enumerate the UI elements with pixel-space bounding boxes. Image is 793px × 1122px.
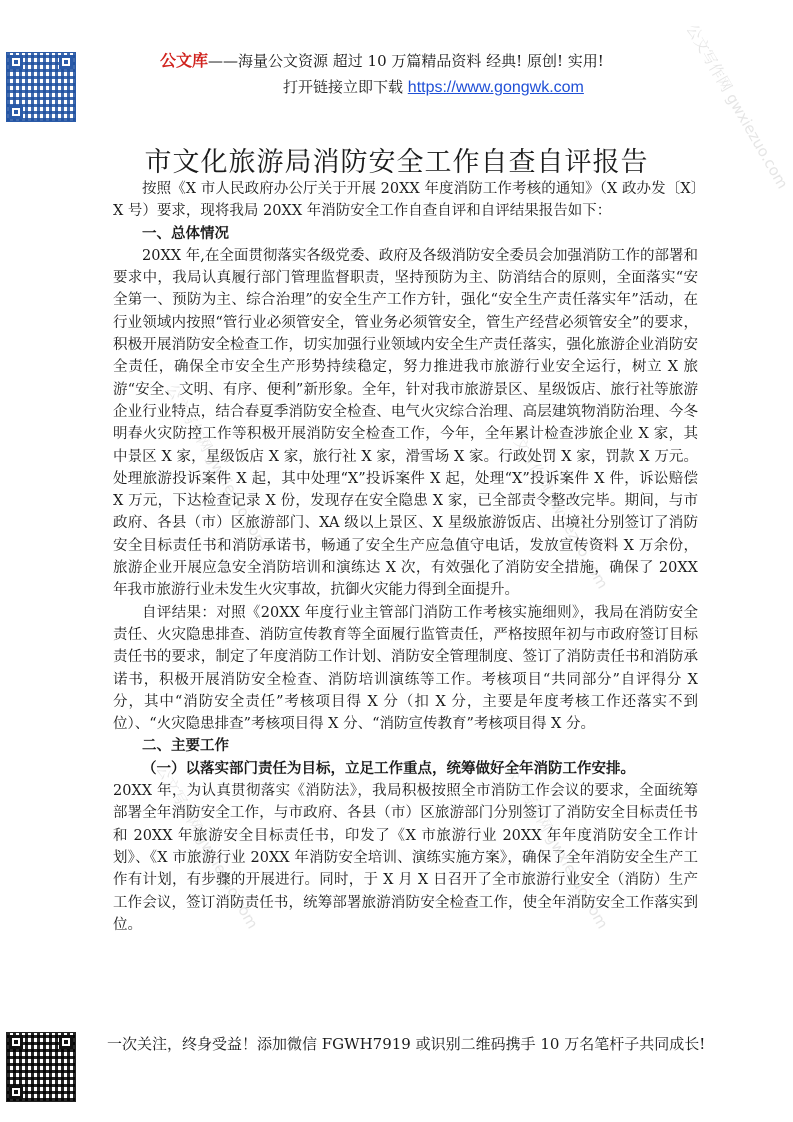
watermark: 公文写作网 gwxiezuo.com [682, 21, 792, 192]
footer-qr-code[interactable] [6, 1032, 76, 1102]
header-download-line [283, 76, 584, 97]
subsection-paragraph-1: 20XX 年，为认真贯彻落实《消防法》，我局积极按照全市消防工作会议的要求，全面统筹部署全年消防安全工作，与市政府、各县（市）区旅游部门分别签订了消防安全目标责任书和 20XX 年旅游安全目标责任书，印发了《X 市旅游行业 20XX 年年度消防安全工作计划》、《X 市旅游行业 20XX 年消防安全培训、演练实施方案》，确保了全年消防安全生产工作有计划，有步骤的开展进行。同时，于 X 月 X 日召开了全市旅游行业安全（消防）生产工作会议，签订消防责任书，统筹部署旅游消防安全检查工作，使全年消防安全工作落实到位。 [113, 783, 698, 933]
document-title: 市文化旅游局消防安全工作自查自评报告 [144, 147, 649, 178]
watermark: 公文写作网 gwxiezuo.com [152, 761, 262, 932]
brand-name: 公文库 [160, 51, 209, 70]
self-evaluation-paragraph: 自评结果：对照《20XX 年度行业主管部门消防工作考核实施细则》，我局在消防安全责任、火灾隐患排查、消防宣传教育等全面履行监管责任，严格按照年初与市政府签订目标责任书的要求，制定了年度消防工作计划、消防安全管理制度、签订了消防责任书和消防承诺书，积极开展消防安全检查、消防培训演练等工作。考核项目“共同部分”自评得分 X 分，其中“消防安全责任”考核项目得 X 分（扣 X 分，主要是年度考核工作还落实不到位）、“火灾隐患排查”考核项目得 X 分、“消防宣传教育”考核项目得 X 分。 [113, 604, 698, 733]
header-tagline: ——海量公文资源 超过 10 万篇精品资料 经典! 原创! 实用! [208, 52, 604, 70]
watermark: 公文写作网 gwxiezuo.com [502, 421, 612, 592]
intro-paragraph: 按照《X 市人民政府办公厅关于开展 20XX 年度消防工作考核的通知》（X 政办发〔X〕X 号）要求，现将我局 20XX 年消防安全工作自查自评和自评结果报告如下： [113, 181, 698, 220]
overview-paragraph: 20XX 年,在全面贯彻落实各级党委、政府及各级消防安全委员会加强消防工作的部署和要求中，我局认真履行部门管理监督职责，坚持预防为主、防消结合的原则，全面落实“安全第一、预防为主、综合治理”的安全生产工作方针，强化“安全生产责任落实年”活动，在行业领域内按照“管行业必须管安全，管业务必须管安全，管生产经营必须管安全”的要求，积极开展消防安全检查工作，切实加强行业领域内安全生产责任落实，强化旅游企业消防安全责任，确保全市安全生产形势持续稳定，努力推进我市旅游行业安全运行，树立 X 旅游“安全、文明、有序、便利”新形象。全年，针对我市旅游景区、星级饭店、旅行社等旅游企业行业特点，结合春夏季消防安全检查、电气火灾综合治理、高层建筑物消防治理、今冬明春火灾防控工作等积极开展消防安全检查工作，今年，全年累计检查涉旅企业 X 家，其中景区 X 家，星级饭店 X 家，旅行社 X 家，滑雪场 X 家。行政处罚 X 家，罚款 X 万元。处理旅游投诉案件 X 起，其中处理“X”投诉案件 X 起，处理“X”投诉案件 X 件，诉讼赔偿 X 万元，下达检查记录 X 份，发现存在安全隐患 X 家，已全部责令整改完毕。期间，与市政府、各县（市）区旅游部门、XA 级以上景区、X 星级旅游饭店、出境社分别签订了消防安全目标责任书和消防承诺书，畅通了安全生产应急值守电话，发放宣传资料 X 万余份，旅游企业开展应急安全消防培训和演练达 X 次，有效强化了消防安全措施，确保了 20XX 年我市旅游行业未发生火灾事故，抗御火灾能力得到全面提升。 [113, 247, 698, 599]
watermark: 公文写作网 gwxiezuo.com [162, 381, 272, 552]
watermark: 公文写作网 gwxiezuo.com [502, 761, 612, 932]
header-qr-code[interactable] [6, 52, 76, 122]
header-tagline-line [160, 48, 604, 71]
site-link[interactable]: https://www.gongwk.com [407, 79, 584, 96]
section-heading-main-work: 二、主要工作 [142, 738, 229, 755]
subsection-heading-1: （一）以落实部门责任为目标，立足工作重点，统筹做好全年消防工作安排。 [142, 760, 635, 777]
section-heading-overview: 一、总体情况 [142, 225, 229, 242]
footer-text: 一次关注，终身受益！添加微信 FGWH7919 或识别二维码携手 10 万名笔杆子共同成长! [107, 1035, 706, 1053]
document-body [113, 178, 698, 936]
download-prefix: 打开链接立即下载 [283, 78, 404, 96]
